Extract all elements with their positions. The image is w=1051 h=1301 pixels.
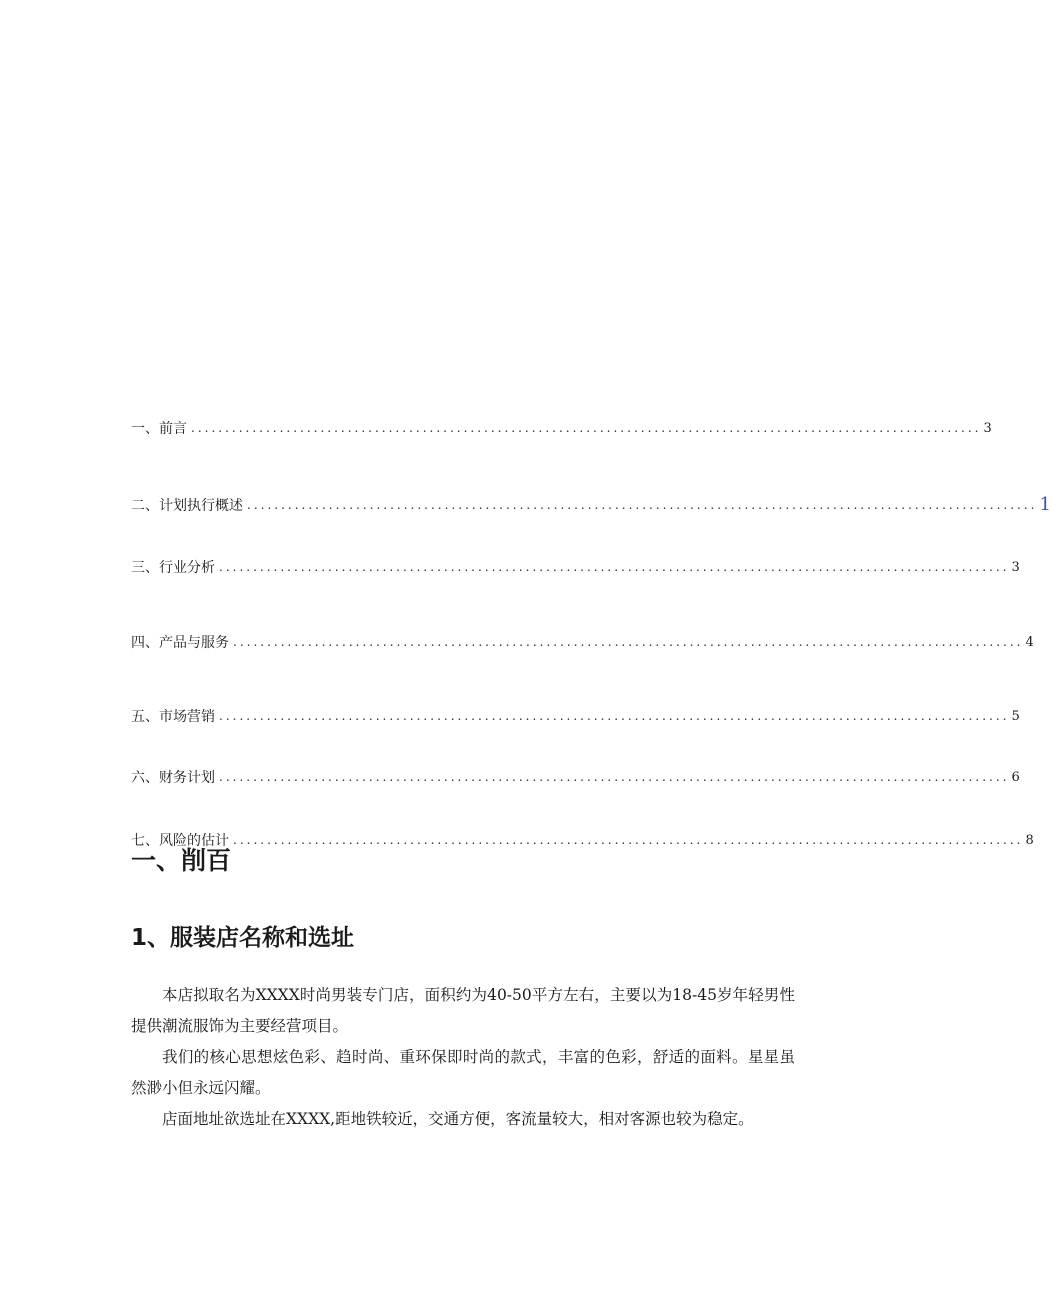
toc-entry-page: 8: [1025, 833, 1034, 848]
toc-entry-page: 1: [1039, 494, 1051, 515]
toc-entry[interactable]: [131, 628, 1034, 652]
section-body: [131, 980, 795, 1135]
body-paragraph: 我们的核心思想炫色彩、趋时尚、重环保即时尚的款式，丰富的色彩，舒适的面料。星星虽然渺小但永远闪耀。: [131, 1048, 795, 1097]
toc-entry-page: 3: [983, 421, 992, 436]
toc-leader-dots: ....................................................................................................................: [219, 770, 1010, 784]
toc-entry-page: 3: [1011, 560, 1020, 575]
toc-leader-dots: ....................................................................................................................: [233, 833, 1024, 847]
toc-entry-label: 四、产品与服务: [131, 635, 229, 651]
toc-leader-dots: ....................................................................................................................: [219, 709, 1010, 723]
section-subheading: 1、服装店名称和选址: [131, 925, 355, 951]
toc-entry[interactable]: [131, 553, 1020, 577]
toc-entry-page: 5: [1011, 709, 1020, 724]
body-paragraph: 店面地址欲选址在XXXX,距地铁较近，交通方便，客流量较大，相对客源也较为稳定。: [162, 1110, 754, 1128]
toc-leader-dots: ....................................................................................................................: [219, 560, 1010, 574]
toc-entry[interactable]: [131, 414, 992, 438]
toc-entry-label: 二、计划执行概述: [131, 498, 243, 514]
toc-entry-label: 六、财务计划: [131, 770, 215, 786]
toc-leader-dots: ....................................................................................................................: [233, 635, 1024, 649]
toc-entry[interactable]: [131, 763, 1020, 787]
section-heading: 一、削百: [131, 846, 232, 875]
toc-entry-page: 4: [1025, 635, 1034, 650]
toc-entry-page: 6: [1011, 770, 1020, 785]
toc-entry-label: 七、风险的估计: [131, 833, 229, 849]
toc-entry[interactable]: [131, 702, 1020, 726]
toc-leader-dots: ....................................................................................................................: [247, 498, 1038, 512]
toc-entry[interactable]: [131, 491, 1051, 515]
toc-entry-label: 三、行业分析: [131, 560, 215, 576]
body-paragraph: 本店拟取名为XXXX时尚男装专门店，面积约为40-50平方左右，主要以为18-45岁年轻男性提供潮流服饰为主要经营项目。: [131, 986, 795, 1035]
toc-entry-label: 一、前言: [131, 421, 187, 437]
toc-leader-dots: ....................................................................................................................: [191, 421, 982, 435]
toc-entry-label: 五、市场营销: [131, 709, 215, 725]
